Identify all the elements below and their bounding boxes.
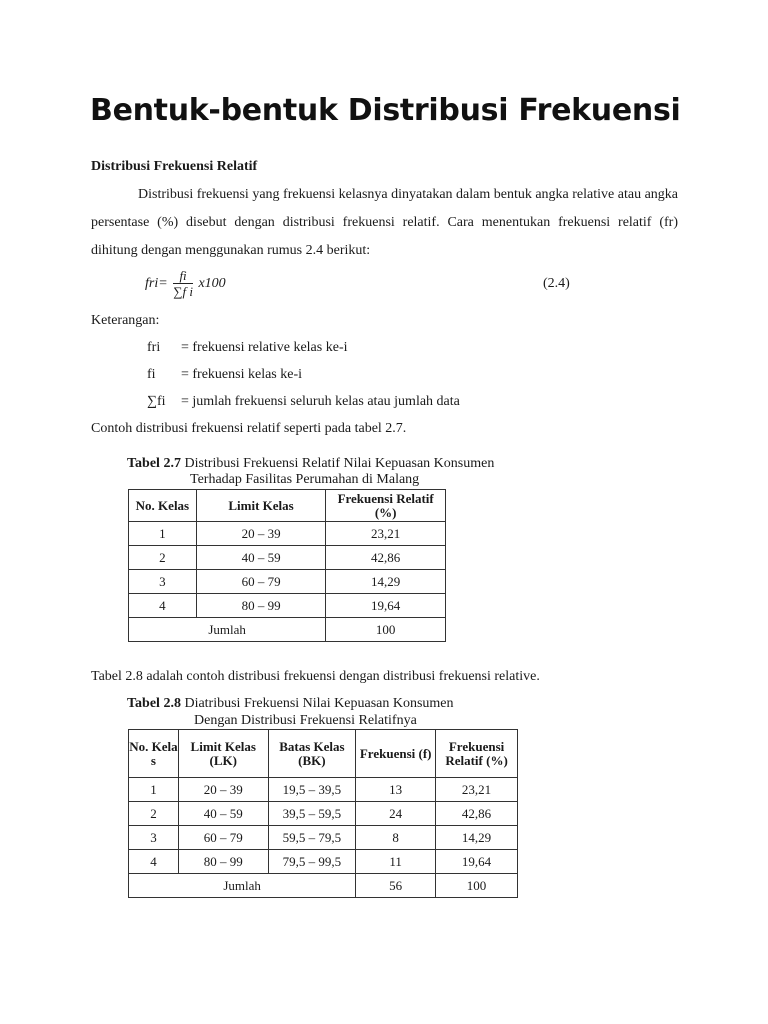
table1-caption-line2: Terhadap Fasilitas Perumahan di Malang bbox=[190, 472, 420, 487]
table-cell: 1 bbox=[129, 778, 179, 802]
table-cell: 40 – 59 bbox=[178, 802, 268, 826]
table2-caption-line1: Diatribusi Frekuensi Nilai Kepuasan Konsumen bbox=[184, 696, 454, 711]
formula-lhs: fri bbox=[145, 276, 159, 292]
table1-header-cell: Limit Kelas bbox=[196, 490, 326, 522]
table-cell: 4 bbox=[129, 850, 179, 874]
definition-symbol: fi bbox=[147, 367, 156, 382]
table-cell: 20 – 39 bbox=[178, 778, 268, 802]
table1-caption bbox=[127, 457, 494, 471]
table2-header-row bbox=[129, 730, 518, 778]
definition-description: = frekuensi kelas ke-i bbox=[181, 367, 303, 382]
table-cell: 19,64 bbox=[436, 850, 518, 874]
table-cell: 40 – 59 bbox=[196, 546, 326, 570]
table-cell: 79,5 – 99,5 bbox=[268, 850, 356, 874]
example-text: Contoh distribusi frekuensi relatif seperti pada tabel 2.7. bbox=[91, 421, 407, 436]
intro-paragraph bbox=[91, 181, 678, 265]
equation-number: (2.4) bbox=[543, 276, 570, 291]
table-cell: 14,29 bbox=[436, 826, 518, 850]
table2-header-cell: Frekuensi (f) bbox=[356, 730, 436, 778]
table-row bbox=[129, 546, 446, 570]
table-cell: 3 bbox=[129, 826, 179, 850]
definition-description: = jumlah frekuensi seluruh kelas atau jumlah data bbox=[181, 394, 460, 409]
table2-header-cell: Batas Kelas (BK) bbox=[268, 730, 356, 778]
table2-header-cell: No. Kela s bbox=[129, 730, 179, 778]
table2-total-label: Jumlah bbox=[129, 874, 356, 898]
formula-numerator: fi bbox=[173, 268, 193, 284]
table1 bbox=[128, 489, 446, 642]
table-cell: 14,29 bbox=[326, 570, 446, 594]
table-cell: 23,21 bbox=[326, 522, 446, 546]
table1-total-row bbox=[129, 618, 446, 642]
section-subheading: Distribusi Frekuensi Relatif bbox=[91, 159, 258, 174]
table2-total-value: 100 bbox=[436, 874, 518, 898]
table-row bbox=[129, 570, 446, 594]
intro-paragraph-text: Distribusi frekuensi yang frekuensi kelasnya dinyatakan dalam bentuk angka relative atau angka persentase (%) disebut dengan distribusi frekuensi relatif. Cara menentukan frekuensi relatif (fr) dihitung dengan menggunakan rumus 2.4 berikut: bbox=[91, 187, 678, 258]
table-cell: 23,21 bbox=[436, 778, 518, 802]
table-cell: 39,5 – 59,5 bbox=[268, 802, 356, 826]
table-cell: 80 – 99 bbox=[196, 594, 326, 618]
table2-intro-text: Tabel 2.8 adalah contoh distribusi frekuensi dengan distribusi frekuensi relative. bbox=[91, 669, 540, 684]
table-row bbox=[129, 778, 518, 802]
table-cell: 20 – 39 bbox=[196, 522, 326, 546]
table-row bbox=[129, 850, 518, 874]
table-row bbox=[129, 594, 446, 618]
table2-caption-line2: Dengan Distribusi Frekuensi Relatifnya bbox=[194, 713, 417, 728]
table-cell: 1 bbox=[129, 522, 197, 546]
formula-fraction bbox=[173, 268, 193, 300]
formula-denominator: ∑f i bbox=[173, 284, 193, 299]
table-cell: 59,5 – 79,5 bbox=[268, 826, 356, 850]
table2-caption-label: Tabel 2.8 bbox=[127, 696, 181, 711]
table2-total-f: 56 bbox=[356, 874, 436, 898]
keterangan-label: Keterangan: bbox=[91, 313, 160, 328]
table2-total-row bbox=[129, 874, 518, 898]
table1-header-cell: Frekuensi Relatif (%) bbox=[326, 490, 446, 522]
table1-caption-label: Tabel 2.7 bbox=[127, 456, 181, 471]
definition-description: = frekuensi relative kelas ke-i bbox=[181, 340, 348, 355]
table-cell: 19,64 bbox=[326, 594, 446, 618]
table-cell: 8 bbox=[356, 826, 436, 850]
formula-eq: = bbox=[158, 276, 168, 292]
table-cell: 42,86 bbox=[436, 802, 518, 826]
table2-caption bbox=[127, 697, 454, 711]
table2 bbox=[128, 729, 518, 898]
formula bbox=[145, 268, 226, 300]
table-cell: 42,86 bbox=[326, 546, 446, 570]
table-cell: 11 bbox=[356, 850, 436, 874]
table1-total-label: Jumlah bbox=[129, 618, 326, 642]
table-cell: 60 – 79 bbox=[178, 826, 268, 850]
table-cell: 4 bbox=[129, 594, 197, 618]
table-cell: 80 – 99 bbox=[178, 850, 268, 874]
definition-symbol: fri bbox=[147, 340, 161, 355]
table2-header-cell: Frekuensi Relatif (%) bbox=[436, 730, 518, 778]
table2-header-cell: Limit Kelas (LK) bbox=[178, 730, 268, 778]
table-cell: 13 bbox=[356, 778, 436, 802]
table-row bbox=[129, 522, 446, 546]
table1-header-row bbox=[129, 490, 446, 522]
table-cell: 60 – 79 bbox=[196, 570, 326, 594]
formula-rhs: x100 bbox=[198, 276, 226, 292]
table1-header-cell: No. Kelas bbox=[129, 490, 197, 522]
definition-symbol: ∑fi bbox=[147, 394, 166, 409]
table-cell: 19,5 – 39,5 bbox=[268, 778, 356, 802]
table-row bbox=[129, 826, 518, 850]
page-title: Bentuk-bentuk Distribusi Frekuensi bbox=[90, 93, 681, 128]
table-row bbox=[129, 802, 518, 826]
table1-total-value: 100 bbox=[326, 618, 446, 642]
table-cell: 2 bbox=[129, 546, 197, 570]
table-cell: 2 bbox=[129, 802, 179, 826]
table1-caption-line1: Distribusi Frekuensi Relatif Nilai Kepuasan Konsumen bbox=[184, 456, 495, 471]
table-cell: 3 bbox=[129, 570, 197, 594]
table-cell: 24 bbox=[356, 802, 436, 826]
